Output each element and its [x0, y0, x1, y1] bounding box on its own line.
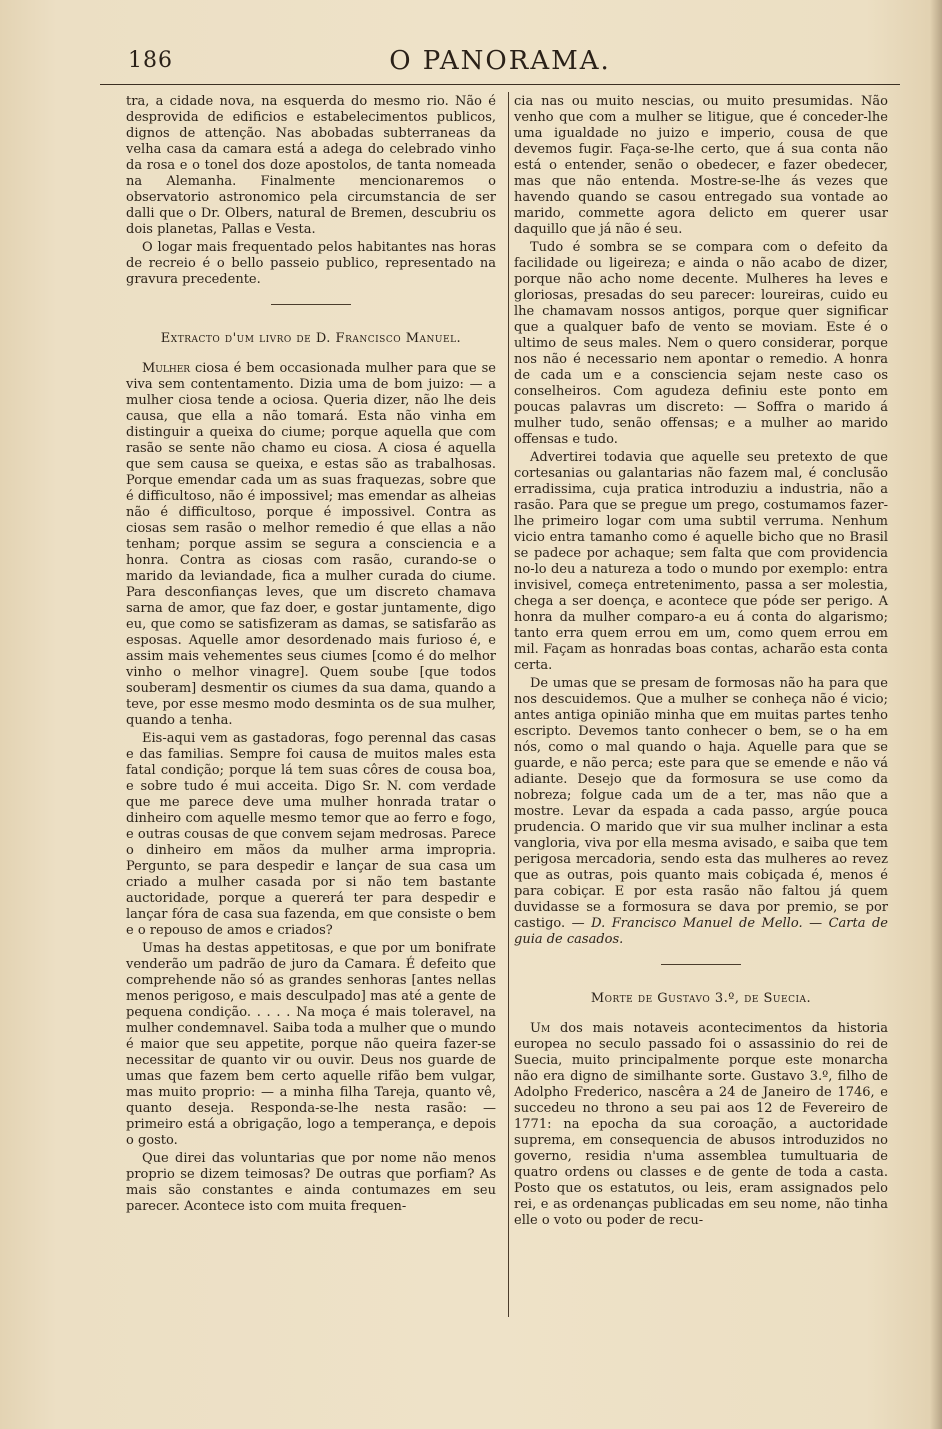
article-paragraph: Umas ha destas appetitosas, e que por um bonifrate venderão um padrão de juro da Camara. É defeito que comprehende não só as grandes senhoras [antes nellas menos perigoso, e mais desculpado] mas até a gente de pequena condição. . . . . Na moça é mais toleravel, na mulher condemnavel. Saiba toda a mulher que o mundo é maior que seu appetite, porque não queira fazer-se necessitar de quanto vir ou ouvir. Deus nos guarde de umas que fazem bem certo aquelle rifão bem vulgar, mas muito proprio: — a minha filha Tareja, quanto vê, quanto deseja. Responda-se-lhe nesta rasão: — primeiro está a obrigação, logo a temperança, e depois o gosto. — [126, 941, 496, 1148]
column-divider — [508, 92, 509, 1317]
article-paragraph: cia nas ou muito nescias, ou muito presumidas. Não venho que com a mulher se litigue, que é conceder-lhe uma igualdade no juizo e imperio, cousa de que devemos fugir. Faça-se-lhe certo, que á sua conta não está o entender, senão o obedecer, e fazer obedecer, mas que não entenda. Mostre-se-lhe ás vezes que havendo quando se casou entregado sua vontade ao marido, commette agora delicto em querer usar daquillo que já não é seu. — [514, 94, 888, 237]
right-column — [514, 94, 888, 1231]
article-paragraph: Eis-aqui vem as gastadoras, fogo perennal das casas e das familias. Sempre foi causa de muitos males esta fatal condição; porque lá tem suas côres de cousa boa, e sobre tudo é mui acceita. Digo Sr. N. com verdade que me parece deve uma mulher honrada tratar o dinheiro com aquelle mesmo temor que ao ferro e fogo, e outras cousas de que convem sejam medrosas. Parece o dinheiro em mãos da mulher arma impropria. Pergunto, se para despedir e lançar de sua casa um criado a mulher casada por si não tem bastante auctoridade, porque a quererá ter para despedir e lançar fóra de casa sua fazenda, em que consiste o bem e o repouso de amos e criados? — [126, 731, 496, 938]
article-paragraph — [514, 676, 888, 948]
left-column — [126, 94, 496, 1217]
article-paragraph: tra, a cidade nova, na esquerda do mesmo rio. Não é desprovida de edificios e estabelecimentos publicos, dignos de attenção. Nas abobadas subterraneas da velha casa da camara está a adega do celebrado vinho da rosa e o tonel dos doze apostolos, de tanta nomeada na Alemanha. Finalmente mencionaremos o observatorio astronomico pela circumstancia de ser dalli que o Dr. Olbers, natural de Bremen, descubriu os dois planetas, Pallas e Vesta. — [126, 94, 496, 237]
lead-word: Mulher — [142, 361, 191, 376]
article-paragraph — [514, 1021, 888, 1229]
article-paragraph — [126, 361, 496, 729]
article-paragraph: Que direi das voluntarias que por nome não menos proprio se dizem teimosas? De outras que porfiam? As mais são constantes e ainda contumazes em seu parecer. Acontece isto com muita frequen- — [126, 1151, 496, 1214]
lead-word: Um — [530, 1021, 551, 1036]
section-title: Extracto d'um livro de D. Francisco Manuel. — [160, 331, 462, 346]
article-paragraph: Tudo é sombra se se compara com o defeito da facilidade ou ligeireza; e ainda o não acabo de dizer, porque não acho nome decente. Mulheres ha leves e gloriosas, presadas do seu parecer: loureiras, cuido eu lhe chamavam nossos antigos, porque quer significar que a qualquer bafo de vento se moviam. Este é o ultimo de seus males. Nem o quero considerar, porque nos não é necessario nem apontar o remedio. A honra de cada um e a consciencia sejam neste caso os conselheiros. Com agudeza definiu este ponto em poucas palavras um discreto: — Soffra o marido á mulher tudo, senão offensas; e a mulher ao marido offensas e tudo. — [514, 240, 888, 447]
section-separator — [661, 964, 741, 965]
paragraph-text: dos mais notaveis acontecimentos da historia europea no seculo passado foi o assassinio do rei de Suecia, muito principalmente porque este monarcha não era digno de similhante sorte. Gustavo 3.º, filho de Adolpho Frederico, nascêra a 24 de Janeiro de 1746, e succedeu no throno a seu pai aos 12 de Fevereiro de 1771: na epocha da sua coroação, a auctoridade suprema, em consequencia de abusos introduzidos no governo, residia n'uma assemblea tumultuaria de quatro ordens ou classes e de gente de toda a casta. Posto que os estatutos, ou leis, eram assignados pelo rei, e as ordenanças publicadas em seu nome, não tinha elle o voto ou poder de recu- — [514, 1021, 888, 1228]
section-title: Morte de Gustavo 3.º, de Suecia. — [590, 991, 812, 1006]
page-number: 186 — [128, 48, 173, 73]
signature: D. Francisco Manuel de Mello. — Carta de guia de casados. — [514, 916, 888, 947]
page-edge-shadow — [930, 0, 942, 1429]
page-header — [100, 44, 900, 85]
paragraph-text: De umas que se presam de formosas não ha para que nos descuidemos. Que a mulher se conheça não é vicio; antes antiga opinião minha que em muitas partes tenho escripto. Devemos tanto conhecer o bem, se o ha em nós, como o mal quando o haja. Aquelle para que se guarde, e não perca; este para que se emende e não vá adiante. Desejo que da formosura se use como da nobreza; folgue cada um de a ter, mas não que a mostre. Levar da espada a cada passo, argúe pouca prudencia. O marido que vir sua mulher inclinar a esta vangloria, viva por ella mesma avisado, e saiba que tem perigosa mercadoria, sendo esta das mulheres ao revez que as outras, pois quanto mais cobiçada é, menos é para cobiçar. E por esta rasão não faltou já quem duvidasse se a formosura se dava por premio, se por castigo. — — [514, 676, 888, 931]
article-paragraph: O logar mais frequentado pelos habitantes nas horas de recreio é o bello passeio publico, representado na gravura precedente. — [126, 240, 496, 287]
masthead-title: O PANORAMA. — [389, 46, 611, 76]
paragraph-text: ciosa é bem occasionada mulher para que se viva sem contentamento. Dizia uma de bom juizo: — a mulher ciosa tende a ociosa. Queria dizer, não lhe deis causa, que ella a não tomará. Esta não vinha em distinguir a queixa do ciume; porque aquella que com rasão se sente não chamo eu ciosa. A ciosa é aquella que sem causa se queixa, e estas são as trabalhosas. Porque emendar cada um as suas fraquezas, sobre que é difficultoso, não é impossivel; mas emendar as alheias não é difficultoso, porque é impossivel. Contra as ciosas sem rasão o melhor remedio é que ellas a não tenham; porque assim se segura a consciencia e a honra. Contra as ciosas com rasão, curando-se o marido da leviandade, fica a mulher curada do ciume. Para desconfianças leves, que um discreto chamava sarna de amor, que faz doer, e gostar juntamente, digo eu, que como se satisfizeram as damas, se satisfarão as esposas. Aquelle amor desordenado mais furioso é, e assim mais vehementes seus ciumes [como é do melhor vinho o melhor vinagre]. Quem soube [que todos souberam] desmentir os ciumes da sua dama, quando a teve, por esse mesmo modo desminta os de sua mulher, quando a tenha. — [126, 361, 496, 728]
article-paragraph: Advertirei todavia que aquelle seu pretexto de que cortesanias ou galantarias não fazem mal, é conclusão erradissima, cuja pratica introduziu a industria, não a rasão. Para que se pregue um prego, costumamos fazer-lhe primeiro logar com uma subtil verruma. Nenhum vicio entra tamanho como é aquelle bicho que no Brasil se padece por achaque; sem falta que com providencia no-lo deu a natureza a todo o mundo por exemplo: entra invisivel, começa entretenimento, passa a ser molestia, chega a ser doença, e acontece que póde ser perigo. A honra da mulher comparo-a eu á conta do algarismo; tanto erra quem errou em um, como quem errou em mil. Façam as honradas boas contas, acharão esta conta certa. — [514, 450, 888, 673]
section-separator — [271, 304, 351, 305]
